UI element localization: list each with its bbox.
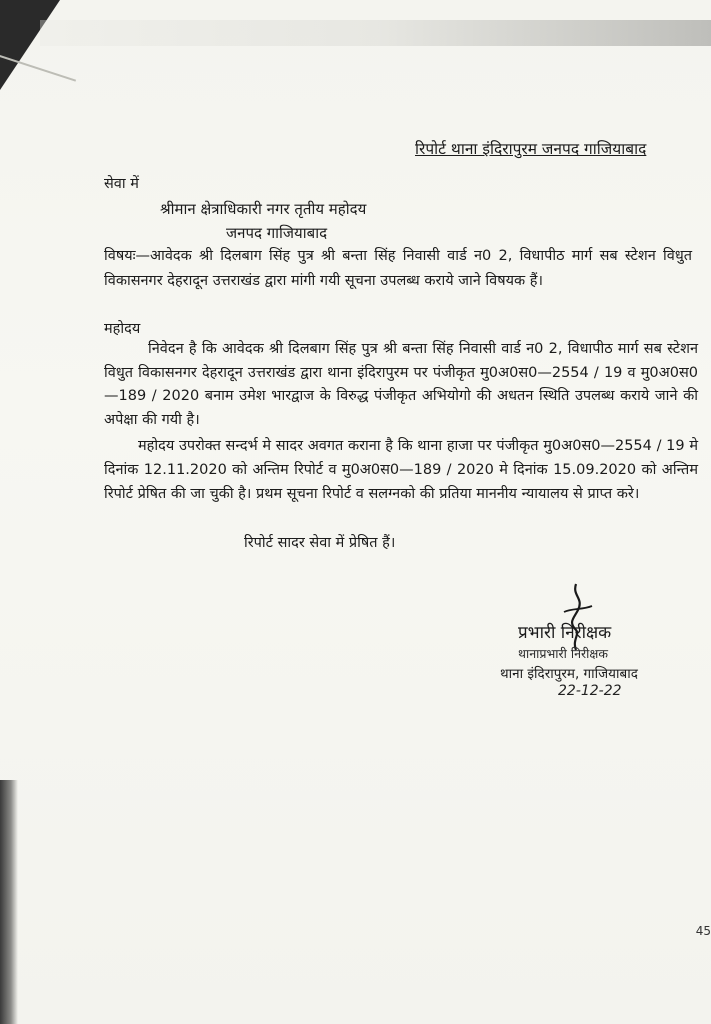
- subject-line: विषयः—आवेदक श्री दिलबाग सिंह पुत्र श्री बन्ता सिंह निवासी वार्ड न0 2, विधापीठ मार्ग सब स्टेशन विधुत विकासनगर देहरादून उत्तराखंड द्वारा मांगी गयी सूचना उपलब्ध कराये जाने विषयक हैं।: [104, 248, 692, 289]
- paragraph-1: निवेदन है कि आवेदक श्री दिलबाग सिंह पुत्र श्री बन्ता सिंह निवासी वार्ड न0 2, विधापीठ मार्ग सब स्टेशन विधुत विकासनगर देहरादून उत्तराखंड द्वारा थाना इंदिरापुरम पर पंजीकृत मु0अ0स0—2554 / 19 व मु0अ0स0—189 / 2020 बनाम उमेश भारद्वाज के विरुद्ध पंजीकृत अभियोगो की अधतन स्थिति उपलब्ध कराये जाने की अपेक्षा की गयी है।: [104, 341, 698, 428]
- signature-designation: थानाप्रभारी निरीक्षक: [518, 646, 608, 661]
- signature-title: प्रभारी निरीक्षक: [518, 623, 612, 643]
- signature-block: [500, 620, 700, 700]
- report-heading: रिपोर्ट थाना इंदिरापुरम जनपद गाजियाबाद: [415, 140, 647, 158]
- closing-line: रिपोर्ट सादर सेवा में प्रेषित हैं।: [244, 535, 396, 551]
- recipient-district: जनपद गाजियाबाद: [226, 224, 328, 242]
- signature-date: 22-12-22: [558, 683, 622, 699]
- salutation: महोदय: [104, 321, 141, 337]
- signature-stamp: थाना इंदिरापुरम, गाजियाबाद: [500, 666, 638, 682]
- recipient: श्रीमान क्षेत्राधिकारी नगर तृतीय महोदय: [160, 200, 367, 218]
- seva-mein: सेवा में: [104, 176, 139, 192]
- page-number: 45: [695, 924, 711, 938]
- paragraph-2: महोदय उपरोक्त सन्दर्भ मे सादर अवगत कराना है कि थाना हाजा पर पंजीकृत मु0अ0स0—2554 / 19 मे दिनांक 12.11.2020 को अन्तिम रिपोर्ट व मु0अ0स0—189 / 2020 मे दिनांक 15.09.2020 को अन्तिम रिपोर्ट प्रेषित की जा चुकी है। प्रथम सूचना रिपोर्ट व सलग्नको की प्रतिया माननीय न्यायालय से प्राप्त करे।: [104, 438, 698, 502]
